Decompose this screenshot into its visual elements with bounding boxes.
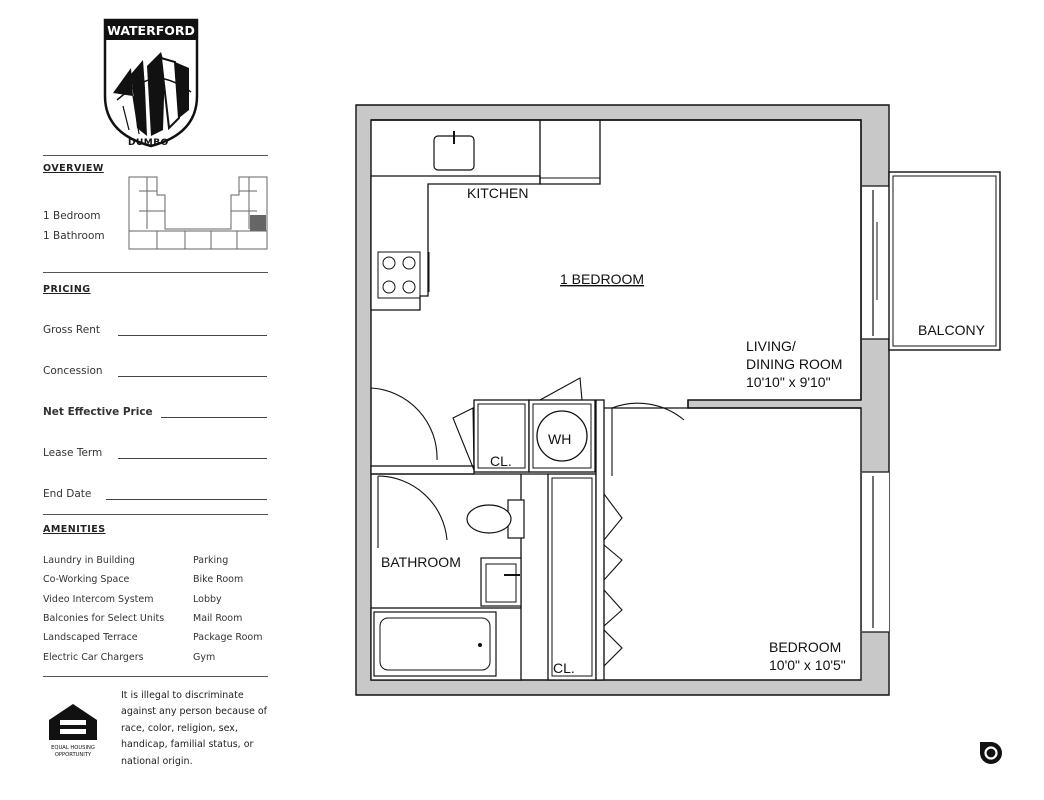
net-effective-label: Net Effective Price	[43, 406, 153, 418]
amenity-item: Co-Working Space	[43, 574, 130, 585]
concession-label: Concession	[43, 365, 103, 377]
amenity-item: Parking	[193, 555, 229, 566]
amenities-title: AMENITIES	[43, 524, 106, 535]
toilet-icon	[467, 500, 524, 538]
kitchen-label: KITCHEN	[467, 185, 529, 201]
bathroom-label: BATHROOM	[381, 554, 461, 570]
amenity-item: Gym	[193, 652, 216, 663]
bedroom-dimensions: 10'0" x 10'5"	[769, 657, 846, 673]
gross-rent-field[interactable]	[118, 335, 267, 336]
floor-plan	[355, 104, 1005, 698]
lease-term-label: Lease Term	[43, 447, 103, 459]
amenity-item: Electric Car Chargers	[43, 652, 144, 663]
divider	[43, 514, 268, 515]
amenity-item: Lobby	[193, 594, 222, 605]
end-date-label: End Date	[43, 488, 92, 500]
divider	[43, 155, 268, 156]
net-effective-field[interactable]	[161, 417, 267, 418]
amenity-item: Package Room	[193, 632, 263, 643]
water-heater-label: WH	[548, 431, 572, 447]
amenity-item: Landscaped Terrace	[43, 632, 138, 643]
logo-brand-text: WATERFORD	[107, 23, 195, 38]
amenity-item: Bike Room	[193, 574, 244, 585]
amenity-item: Balconies for Select Units	[43, 613, 165, 624]
divider	[43, 272, 268, 273]
closet-label-2: CL.	[553, 660, 575, 676]
fair-housing-notice: It is illegal to discriminate against any person because of race, color, religion, sex, handicap, familial status, or national origin.	[121, 690, 268, 767]
living-label-2: DINING ROOM	[746, 356, 843, 372]
eho-label-2: OPPORTUNITY	[54, 752, 92, 758]
gross-rent-label: Gross Rent	[43, 324, 100, 336]
brand-mark-icon	[979, 741, 1003, 765]
end-date-field[interactable]	[106, 499, 267, 500]
sidebar	[0, 0, 280, 800]
amenity-item: Mail Room	[193, 613, 243, 624]
bedroom-label: BEDROOM	[769, 639, 842, 655]
living-label-1: LIVING/	[746, 338, 796, 354]
overview-title: OVERVIEW	[43, 163, 104, 174]
logo-sub-text: DUMBO	[128, 138, 169, 148]
equal-housing-icon	[44, 700, 102, 760]
bedroom-count: 1 Bedroom	[43, 210, 101, 222]
bathroom-count: 1 Bathroom	[43, 230, 105, 242]
keyplan-thumbnail	[127, 175, 269, 251]
balcony-label: BALCONY	[918, 322, 985, 338]
lease-term-field[interactable]	[118, 458, 267, 459]
living-dimensions: 10'10" x 9'10"	[746, 374, 831, 390]
divider	[43, 676, 268, 677]
unit-title: 1 BEDROOM	[560, 271, 645, 287]
eho-label-1: EQUAL HOUSING	[51, 745, 95, 751]
waterford-logo	[103, 18, 199, 150]
closet-label-1: CL.	[490, 453, 512, 469]
amenity-item: Video Intercom System	[43, 594, 154, 605]
amenity-item: Laundry in Building	[43, 555, 135, 566]
concession-field[interactable]	[118, 376, 267, 377]
pricing-title: PRICING	[43, 284, 91, 295]
